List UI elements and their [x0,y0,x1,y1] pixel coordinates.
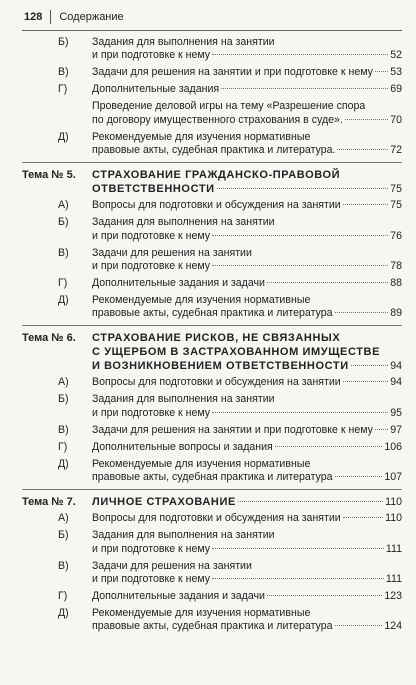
topic-title [92,168,402,196]
entry-text: Рекомендуемые для изучения нормативные [92,294,311,306]
dot-leader [221,88,388,89]
entry-text: и при подготовке к нему [92,573,211,585]
toc-entry [92,131,402,158]
dot-leader [212,235,388,236]
entry-line [92,590,402,603]
topic-page: 110 [385,496,402,509]
entry-marker: В) [58,559,69,572]
toc-entry [92,393,402,420]
entry-marker: Б) [58,36,69,48]
dot-leader [343,517,383,518]
entry-page: 123 [384,590,402,602]
entry-text: Вопросы для подготовки и обсуждения на занятии [92,376,341,389]
entry-text: правовые акты, судебная практика и литература. [92,144,336,157]
toc-entry [92,100,402,127]
entry-line [92,114,402,127]
entry-line [92,458,402,471]
entry-line [92,66,402,79]
dot-leader [212,412,388,413]
entry-text: Задания для выполнения на занятии [92,36,275,48]
entry-page: 124 [384,620,402,633]
topic-label: Тема № 6. [22,332,76,345]
entry-line [92,529,402,542]
entry-line [92,607,402,620]
header-rule [22,30,402,31]
dot-leader [375,429,388,430]
dot-leader [337,149,388,150]
dot-leader [335,625,383,626]
entry-line [92,49,402,62]
toc-entry [92,277,402,290]
toc-entry [92,247,402,274]
entry-text: и при подготовке к нему [92,542,211,555]
dot-leader [212,265,388,266]
entry-page: 75 [390,199,402,212]
topic-title-text: ЛИЧНОЕ СТРАХОВАНИЕ [92,496,236,509]
entry-text: Задачи для решения на занятии [92,246,252,259]
entry-line [92,131,402,144]
entry-page: 70 [390,113,402,126]
entry-page: 78 [390,260,402,272]
section-divider [22,325,402,326]
entry-line [92,83,402,96]
toc-entry [92,529,402,556]
topic-label: Тема № 7. [22,496,76,509]
entry-text: Дополнительные задания [92,83,220,96]
dot-leader [351,365,388,366]
toc-entry [92,294,402,321]
entry-marker: В) [58,66,69,79]
entry-page: 53 [390,66,402,79]
toc-entry [92,199,402,212]
toc-entry [92,424,402,437]
entry-line [92,424,402,437]
entry-text: и при подготовке к нему [92,229,211,242]
entry-marker: Б) [58,216,69,229]
entry-page: 106 [384,440,402,453]
entry-text: Задания для выполнения на занятии [92,529,275,542]
entry-page: 107 [384,471,402,484]
entry-text: Задания для выполнения на занятии [92,393,275,406]
topic-title-line [92,182,402,196]
entry-page: 76 [390,229,402,242]
entry-marker: Д) [58,130,69,143]
entry-page: 52 [390,49,402,62]
entry-marker: Д) [58,607,69,619]
entry-page: 97 [390,423,402,436]
toc-entry [92,590,402,603]
entry-line [92,277,402,290]
entry-text: правовые акты, судебная практика и литература [92,471,333,484]
entry-text: Дополнительные задания и задачи [92,277,265,289]
entry-text: Задания для выполнения на занятии [92,216,275,229]
toc-entry [92,458,402,485]
entry-marker: А) [58,199,69,212]
entry-page: 111 [385,542,402,555]
entry-text: Проведение деловой игры на тему «Разрешение спора [92,100,366,113]
toc-entry [92,441,402,454]
entry-marker: Г) [58,83,68,96]
entry-marker: Б) [58,529,69,542]
dot-leader [343,381,388,382]
entry-line [92,512,402,525]
topic-title-line [92,359,402,373]
entry-marker: Г) [58,440,68,453]
section-divider [22,489,402,490]
entry-line [92,307,402,320]
dot-leader [212,578,384,579]
entry-page: 110 [385,512,402,525]
entry-marker: А) [58,376,69,389]
page-number: 128 [24,11,43,23]
entry-text: Задачи для решения на занятии и при подготовке к нему [92,66,373,79]
dot-leader [212,54,388,55]
entry-line [92,199,402,212]
dot-leader [212,548,384,549]
topic-title-text: С УЩЕРБОМ В ЗАСТРАХОВАННОМ ИМУЩЕСТВЕ [92,346,381,359]
header-separator [50,10,51,24]
dot-leader [335,476,383,477]
entry-text: и при подготовке к нему [92,406,211,419]
toc-entry [92,376,402,389]
entry-line [92,247,402,260]
entry-text: и при подготовке к нему [92,260,211,272]
dot-leader [275,446,383,447]
topic-title [92,495,402,509]
entry-marker: Г) [58,277,68,289]
entry-page: 72 [390,144,402,157]
section-title: Содержание [59,11,124,23]
entry-page: 94 [390,376,402,389]
topic-title-line [92,495,402,509]
toc-entry [92,83,402,96]
entry-text: Вопросы для подготовки и обсуждения на занятии [92,199,341,212]
entry-page: 88 [390,277,402,289]
entry-line [92,100,402,113]
entry-text: Рекомендуемые для изучения нормативные [92,130,311,143]
entry-line [92,393,402,406]
section-divider [22,162,402,163]
entry-text: Задачи для решения на занятии [92,559,252,572]
topic-title [92,331,402,373]
entry-marker: Д) [58,457,69,470]
entry-line [92,441,402,454]
entry-text: Вопросы для подготовки и обсуждения на занятии [92,512,341,525]
entry-line [92,543,402,556]
entry-line [92,216,402,229]
entry-marker: А) [58,512,69,525]
entry-text: Рекомендуемые для изучения нормативные [92,457,311,470]
topic-page: 94 [390,360,402,373]
entry-line [92,376,402,389]
topic-title-line [92,345,402,359]
toc-entry [92,512,402,525]
entry-text: по договору имущественного страхования в суде». [92,113,343,126]
topic-title-text: И ВОЗНИКНОВЕНИЕМ ОТВЕТСТВЕННОСТИ [92,360,349,373]
toc-entry [92,216,402,243]
topic-label: Тема № 5. [22,169,76,182]
entry-line [92,573,402,586]
entry-line [92,230,402,243]
entry-page: 89 [390,307,402,320]
dot-leader [375,71,388,72]
dot-leader [345,119,388,120]
toc-entry [92,36,402,63]
entry-marker: Г) [58,590,68,602]
dot-leader [343,204,388,205]
entry-text: Дополнительные задания и задачи [92,590,265,602]
entry-line [92,144,402,157]
running-header [24,6,400,28]
toc-entry [92,560,402,587]
entry-text: правовые акты, судебная практика и литература [92,307,333,320]
entry-marker: В) [58,423,69,436]
topic-title-text: СТРАХОВАНИЕ РИСКОВ, НЕ СВЯЗАННЫХ [92,332,341,345]
entry-marker: Б) [58,393,69,406]
topic-title-line [92,168,402,182]
topic-title-text: СТРАХОВАНИЕ ГРАЖДАНСКО-ПРАВОВОЙ [92,169,341,182]
entry-line [92,407,402,420]
entry-line [92,36,402,49]
entry-text: Дополнительные вопросы и задания [92,440,273,453]
entry-line [92,294,402,307]
entry-page: 111 [385,573,402,585]
dot-leader [267,282,388,283]
entry-line [92,560,402,573]
dot-leader [335,312,389,313]
entry-text: и при подготовке к нему [92,49,211,62]
entry-text: правовые акты, судебная практика и литература [92,620,333,633]
entry-line [92,620,402,633]
dot-leader [267,595,382,596]
topic-title-line [92,331,402,345]
entry-page: 95 [390,406,402,419]
entry-marker: Д) [58,294,69,306]
topic-page: 75 [390,183,402,196]
topic-title-text: ОТВЕТСТВЕННОСТИ [92,183,215,196]
toc-entry [92,66,402,79]
entry-line [92,471,402,484]
entry-line [92,260,402,273]
dot-leader [238,501,383,502]
dot-leader [217,188,389,189]
toc-entry [92,607,402,634]
entry-marker: В) [58,246,69,259]
entry-page: 69 [390,83,402,96]
entry-text: Рекомендуемые для изучения нормативные [92,607,311,619]
entry-text: Задачи для решения на занятии и при подготовке к нему [92,423,373,436]
